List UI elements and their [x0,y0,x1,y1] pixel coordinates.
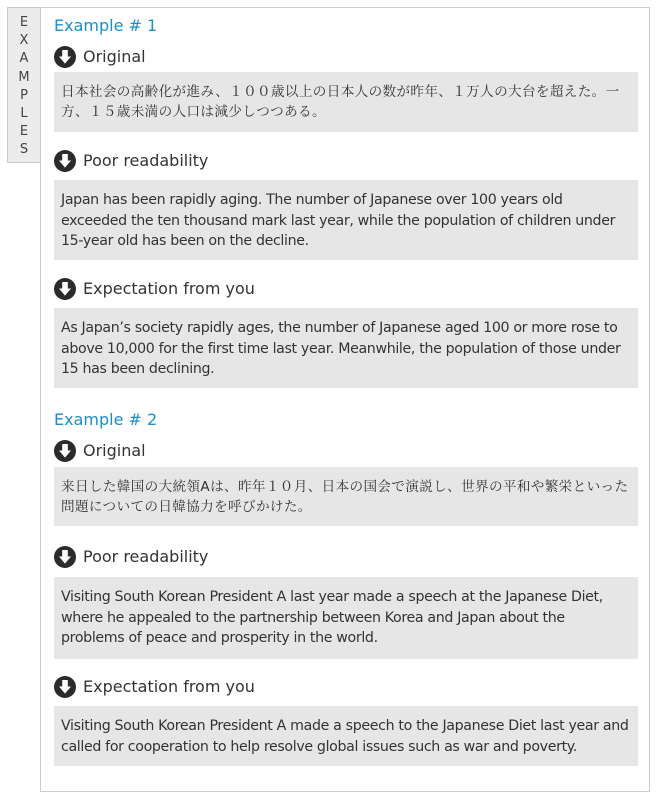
arrow-down-circle-icon [53,45,77,69]
arrow-down-circle-icon [53,149,77,173]
example-1-original-heading [53,45,146,69]
arrow-down-circle-icon [53,439,77,463]
side-tab-letter: P [20,87,28,103]
heading-label: Poor readability [83,151,209,170]
examples-panel [40,7,650,792]
arrow-down-circle-icon [53,277,77,301]
example-2-title: Example # 2 [54,410,158,429]
heading-label: Expectation from you [83,279,255,298]
heading-label: Expectation from you [83,677,255,696]
side-tab-letter: E [19,124,29,140]
side-tab-letter: L [20,106,28,122]
side-tab-letter: A [19,51,29,67]
example-2-expectation-heading [53,675,255,699]
arrow-down-circle-icon [53,545,77,569]
side-tab-letter: X [19,33,29,49]
example-1-poor-heading [53,149,208,173]
example-1-expectation-heading [53,277,255,301]
example-2-original-text: 来日した韓国の大統領Aは、昨年１０月、日本の国会で演説し、世界の平和や繁栄といった問題についての日韓協力を呼びかけた。 [54,467,638,526]
example-1-expectation-text: As Japan’s society rapidly ages, the number of Japanese aged 100 or more rose to above 10,000 for the first time last year. Meanwhile, the population of those under 15 has been declining. [54,308,638,388]
heading-label: Original [83,441,146,460]
example-2-original-heading [53,439,146,463]
example-1-poor-text: Japan has been rapidly aging. The number of Japanese over 100 years old exceeded the ten thousand mark last year, while the population of children under 15-year old has been on the decline. [54,180,638,260]
heading-label: Poor readability [83,547,209,566]
side-tab-letter: M [18,69,30,85]
example-2-poor-text: Visiting South Korean President A last year made a speech at the Japanese Diet, where he appealed to the partnership between Korea and Japan about the problems of peace and prosperity in the world. [54,577,638,659]
arrow-down-circle-icon [53,675,77,699]
example-1-original-text: 日本社会の高齢化が進み、１００歳以上の日本人の数が昨年、１万人の大台を超えた。一方、１５歳未満の人口は減少しつつある。 [54,72,638,132]
example-2-expectation-text: Visiting South Korean President A made a speech to the Japanese Diet last year and called for cooperation to help resolve global issues such as war and poverty. [54,706,638,766]
side-tab-letter: S [19,142,29,158]
example-1-title: Example # 1 [54,16,158,35]
examples-side-tab[interactable] [7,7,40,163]
example-2-poor-heading [53,545,208,569]
heading-label: Original [83,47,146,66]
side-tab-letter: E [19,15,29,30]
